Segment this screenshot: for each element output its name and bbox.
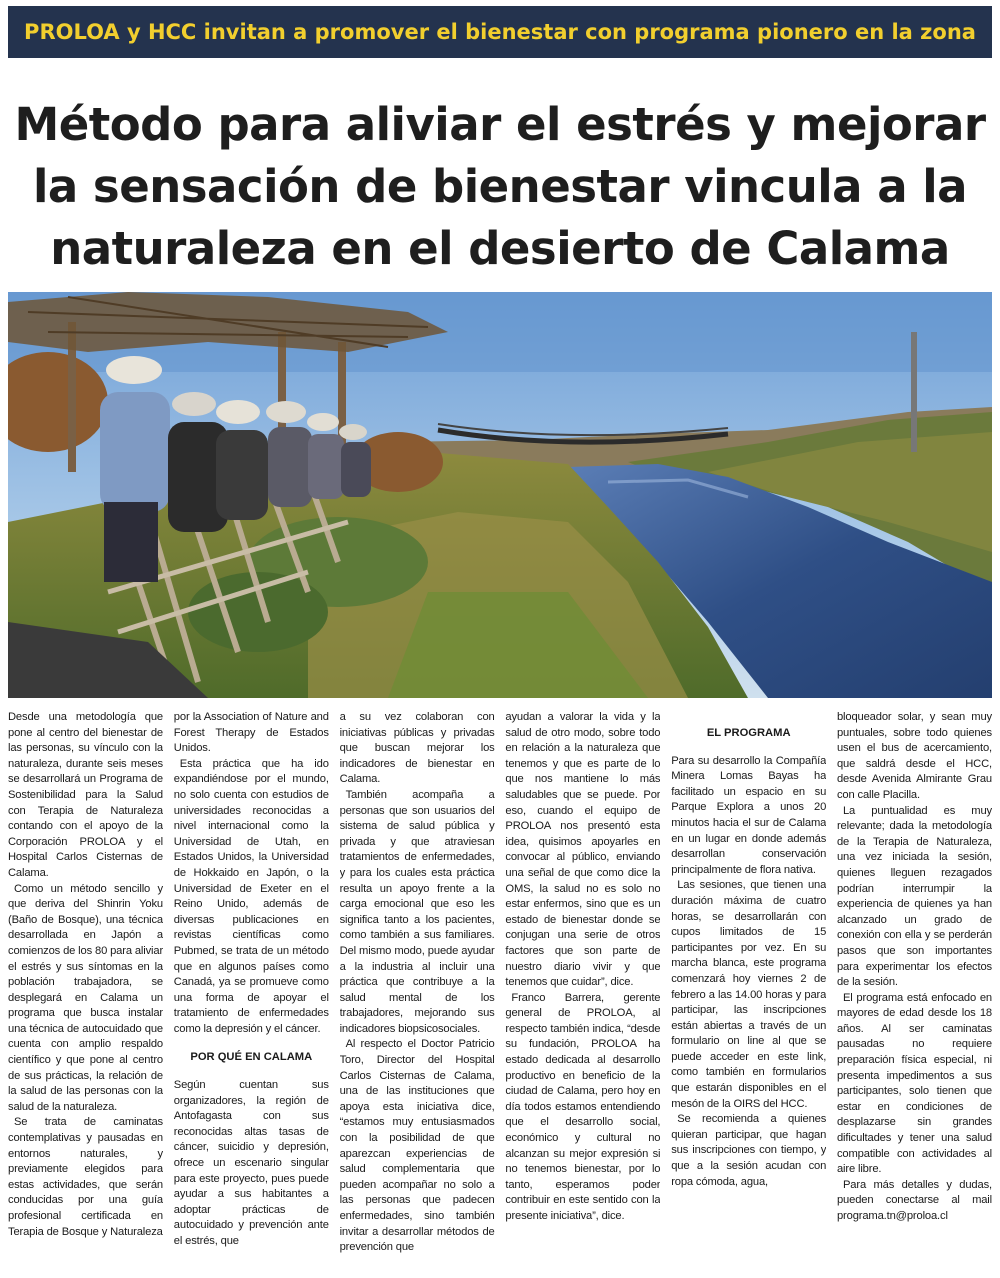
article-body xyxy=(8,710,992,1272)
paragraph: por la Association of Nature and Forest Therapy de Estados Unidos. xyxy=(173,711,329,755)
paragraph: a su vez colaboran con iniciativas públicas y privadas que buscan mejorar los indicadores de bienestar en Calama. xyxy=(339,711,495,786)
paragraph: ayudan a valorar la vida y la salud de otro modo, sobre todo en relación a la naturaleza que tenemos y que es parte de lo que nos mantiene lo más saludables que se puede. Por eso, cuando el equipo de PROLOA nos presentó esta idea, quisimos apoyarles en convocar al público, enviando una señal de que como dice la OMS, la salud no es solo no estar enfermos, sino que es un estado de bienestar donde se conjugan una serie de otros factores que son parte de nuestro diario vivir y que tenemos que cuidar”, dice. xyxy=(505,711,661,989)
paragraph: Al respecto el Doctor Patricio Toro, Director del Hospital Carlos Cisternas de Calama, una de las instituciones que apoya esta iniciativa dice, “estamos muy entusiasmados con la posibilidad de que aparezcan experiencias de salud complementaria que pueden acompañar no solo a las personas que padecen enfermedades, sino también invitar a desarrollar métodos de prevención que xyxy=(339,1038,495,1254)
paragraph: Las sesiones, que tienen una duración máxima de cuatro horas, se desarrollarán con cupos limitados de 15 participantes por vez. En su marcha blanca, este programa comenzará hoy viernes 2 de febrero a las 14.00 horas y para participar, las inscripciones están abiertas a través de un formulario on line al que se puede acceder en este link, como también en formularios que estarán disponibles en el mesón de la OIRS del HCC. xyxy=(671,879,827,1110)
paragraph: Esta práctica que ha ido expandiéndose por el mundo, no solo cuenta con estudios de universidades reconocidas a nivel internacional como la Universidad de Utah, en Estados Unidos, la Universidad de Hokkaido en Japón, o la Universidad de Exeter en el Reino Unido, además de diversas publicaciones en revistas científicas como Pubmed, se trata de un método que en algunos países como Canadá, ya se promueve como una forma de apoyar el tratamiento de enfermedades como la depresión y el cáncer. xyxy=(173,757,329,1035)
paragraph: Para más detalles y dudas, pueden conectarse al mail programa.tn@proloa.cl xyxy=(836,1178,992,1222)
column-5 xyxy=(671,710,826,1272)
paragraph: Se trata de caminatas contemplativas y pausadas en entornos naturales, y previamente elegidos para estas actividades, que serán conducidas por una guía profesional certificada en Terapia de Bosque y Naturaleza xyxy=(8,1116,163,1238)
paragraph: Para su desarrollo la Compañía Minera Lomas Bayas ha facilitado un espacio en su Parque Explora a unos 20 minutos hacia el sur de Calama en un lugar en donde además desarrollan conservación principalmente de flora nativa. xyxy=(671,754,827,876)
kicker-banner xyxy=(8,6,992,58)
headline-line: la sensación de bienestar vincula a la xyxy=(32,160,968,213)
paragraph: La puntualidad es muy relevante; dada la metodología de la Terapia de Naturaleza, una vez iniciada la sesión, quienes lleguen rezagados podrían interrumpir la experiencia de quienes ya han alcanzado un grado de conexión con ella y se perderán pasos que son importantes para experimentar los efectos de la sesión. xyxy=(836,804,992,989)
paragraph: También acompaña a personas que son usuarios del sistema de salud pública y privada y que atraviesan tratamientos de enfermedades, y para los cuales esta práctica resulta un apoyo frente a la carga emocional que eso les significa tanto a los pacientes, como también a sus familiares. Del mismo modo, puede ayudar a la industria al incluir una práctica que contribuye a la salud mental de los trabajadores, mejorando sus indicadores biopsicosociales. xyxy=(339,788,495,1035)
paragraph: Según cuentan sus organizadores, la región de Antofagasta con sus reconocidas altas tasas de cáncer, suicidio y depresión, ofrece un escenario singular para este proyecto, pues puede ayudar a sus habitantes a adoptar prácticas de autocuidado y prevención ante el estrés, que xyxy=(173,1079,329,1247)
headline-line: Método para aliviar el estrés y mejorar xyxy=(14,98,986,151)
column-1 xyxy=(8,710,163,1272)
column-4 xyxy=(505,710,660,1272)
headline-line: naturaleza en el desierto de Calama xyxy=(50,222,950,275)
column-6 xyxy=(837,710,992,1272)
column-3 xyxy=(340,710,495,1272)
paragraph: Franco Barrera, gerente general de PROLOA, al respecto también indica, “desde su fundación, PROLOA ha estado dedicada al desarrollo productivo en beneficio de la ciudad de Calama, pero hoy en día todos estamos entendiendo que el desarrollo social, económico y cultural no alcanzan su mejor expresión si no tenemos bienestar, por lo tanto, esperamos poder contribuir en este sentido con la presente iniciativa”, dice. xyxy=(505,991,661,1222)
paragraph: Se recomienda a quienes quieran participar, que hagan sus inscripciones con tiempo, y que a la sesión acudan con ropa cómoda, agua, xyxy=(671,1113,827,1188)
section-subhead: POR QUÉ EN CALAMA xyxy=(190,1051,313,1064)
river-landscape-photo xyxy=(8,292,992,698)
headline xyxy=(8,94,992,280)
paragraph: El programa está enfocado en mayores de edad desde los 18 años. Al ser caminatas pausadas no requiere preparación física especial, ni presenta impedimentos a sus participantes, solo tienen que estar en condiciones de desplazarse sin grandes dificultades y tener una salud compatible con actividades al aire libre. xyxy=(836,991,992,1176)
paragraph: Desde una metodología que pone al centro del bienestar de las personas, su vínculo con la naturaleza, durante seis meses se desarrollará un Programa de Sostenibilidad para la Salud con Terapia de Naturaleza contando con el apoyo de la Corporación PROLOA y el Hospital Carlos Cisternas de Calama. xyxy=(8,711,163,879)
paragraph: bloqueador solar, y sean muy puntuales, sobre todo quienes usen el bus de acercamiento, que saldrá desde el HCC, desde Avenida Almirante Grau con calle Placilla. xyxy=(836,711,992,801)
section-subhead: EL PROGRAMA xyxy=(706,727,791,739)
column-2 xyxy=(174,710,329,1272)
kicker-text: PROLOA y HCC invitan a promover el bienestar con programa pionero en la zona xyxy=(24,20,976,44)
paragraph: Como un método sencillo y que deriva del Shinrin Yoku (Baño de Bosque), una técnica desarrollada en Japón a comienzos de los 80 para aliviar el estrés y sus síntomas en la población trabajadora, se desplegará en Calama un programa que busca instalar una técnica de autocuidado que cuenta con amplio respaldo científico y que pone al centro de sus prácticas, la relación de la salud de las personas con la salud de la naturaleza. xyxy=(8,882,163,1113)
